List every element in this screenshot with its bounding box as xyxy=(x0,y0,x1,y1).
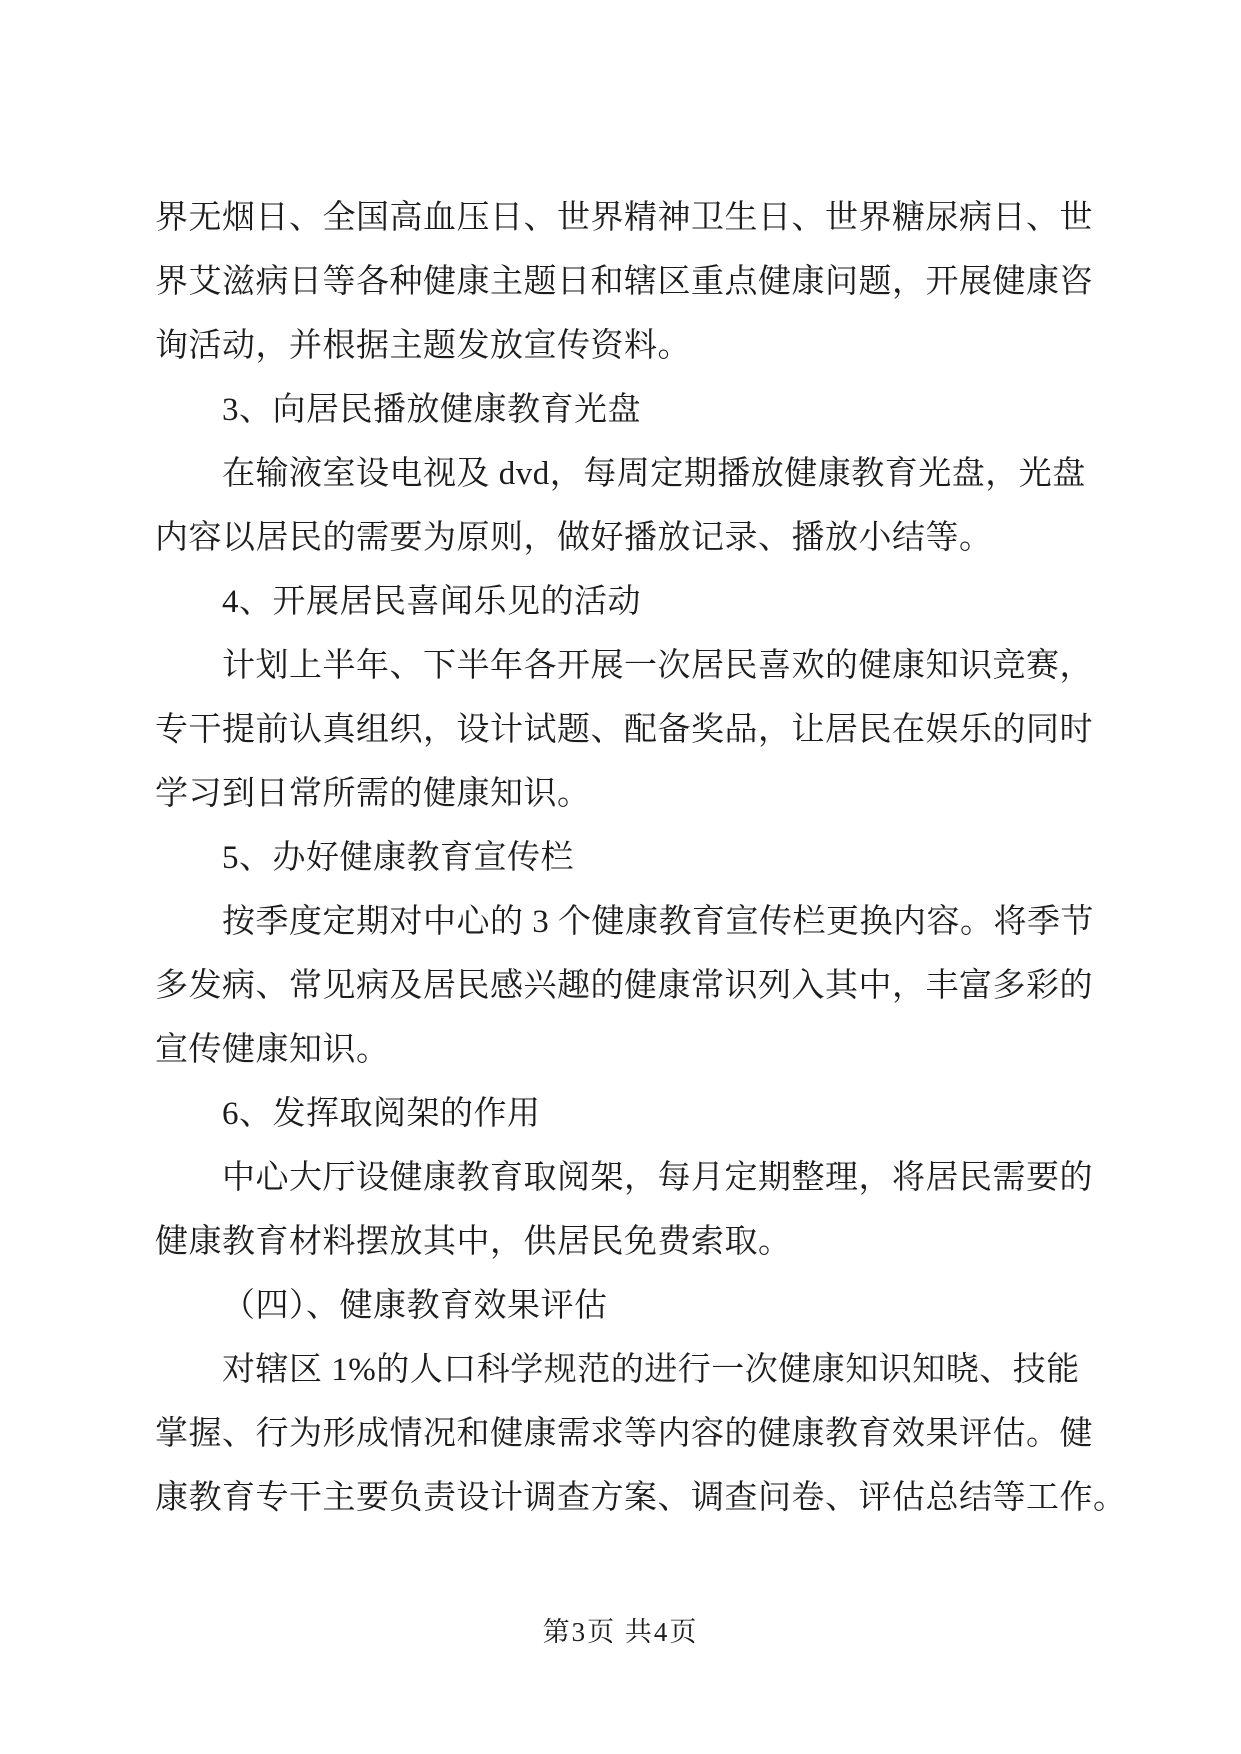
text-line: 界无烟日、全国高血压日、世界精神卫生日、世界糖尿病日、世 xyxy=(155,200,1093,236)
section-heading: （四）、健康教育效果评估 xyxy=(222,1288,608,1324)
document-body xyxy=(155,186,1127,1530)
text-line: 康教育专干主要负责设计调查方案、调查问卷、评估总结等工作。 xyxy=(155,1480,1127,1516)
text-line: 专干提前认真组织，设计试题、配备奖品，让居民在娱乐的同时 xyxy=(155,712,1093,748)
text-line: 在输液室设电视及 dvd，每周定期播放健康教育光盘，光盘 xyxy=(222,456,1086,492)
list-item-heading: 5、办好健康教育宣传栏 xyxy=(222,840,574,876)
text-line: 学习到日常所需的健康知识。 xyxy=(155,776,591,812)
text-line: 掌握、行为形成情况和健康需求等内容的健康教育效果评估。健 xyxy=(155,1416,1093,1452)
text-line: 健康教育材料摆放其中，供居民免费索取。 xyxy=(155,1224,792,1260)
text-line: 界艾滋病日等各种健康主题日和辖区重点健康问题，开展健康咨 xyxy=(155,264,1093,300)
text-line: 宣传健康知识。 xyxy=(155,1032,390,1068)
list-item-heading: 4、开展居民喜闻乐见的活动 xyxy=(222,584,641,620)
page-number-footer: 第3页 共4页 xyxy=(542,1617,699,1647)
text-line: 内容以居民的需要为原则，做好播放记录、播放小结等。 xyxy=(155,520,993,556)
text-line: 对辖区 1%的人口科学规范的进行一次健康知识知晓、技能 xyxy=(222,1352,1080,1388)
text-line: 计划上半年、下半年各开展一次居民喜欢的健康知识竞赛， xyxy=(222,648,1093,684)
text-line: 按季度定期对中心的 3 个健康教育宣传栏更换内容。将季节 xyxy=(222,904,1094,940)
text-line: 询活动，并根据主题发放宣传资料。 xyxy=(155,328,691,364)
list-item-heading: 6、发挥取阅架的作用 xyxy=(222,1096,541,1132)
list-item-heading: 3、向居民播放健康教育光盘 xyxy=(222,392,641,428)
text-line: 中心大厅设健康教育取阅架，每月定期整理，将居民需要的 xyxy=(222,1160,1093,1196)
text-line: 多发病、常见病及居民感兴趣的健康常识列入其中，丰富多彩的 xyxy=(155,968,1093,1004)
